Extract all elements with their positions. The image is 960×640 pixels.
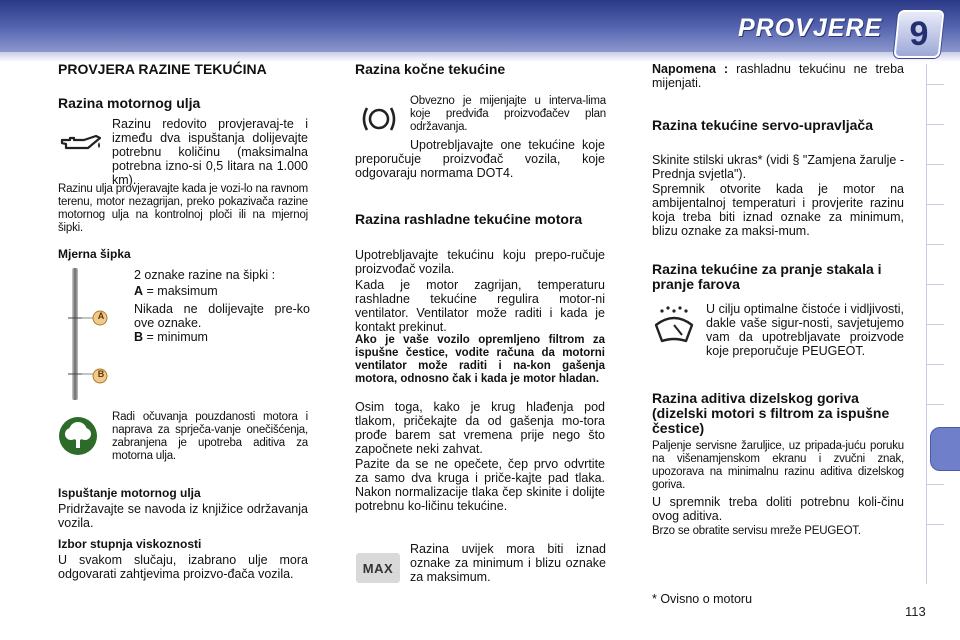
oil-can-icon xyxy=(58,132,104,158)
additive-text3-block xyxy=(652,525,904,538)
chapter-title: PROVJERE xyxy=(738,14,883,42)
max-text-block xyxy=(410,542,606,584)
brake-text: Upotrebljavajte one tekućine koje preporučuje proizvođač vozila, koje odgovaraju normama DOT4. xyxy=(355,138,605,180)
coolant-heading: Razina rashladne tekućine motora xyxy=(355,211,583,227)
brake-text-block xyxy=(355,138,605,180)
oil-icon-text-block xyxy=(112,117,308,187)
chapter-number: 9 xyxy=(909,15,929,53)
coolant-text2-block xyxy=(355,278,605,334)
drain-heading-block xyxy=(58,486,308,500)
side-tab-divider xyxy=(926,404,944,405)
footnote: * Ovisno o motoru xyxy=(652,592,753,606)
env-text: Radi očuvanja pouzdanosti motora i naprava za sprječa-vanje onečišćenja, zabranjena je upotreba aditiva za motorna ulja. xyxy=(112,411,308,462)
chapter-number-badge xyxy=(893,10,944,58)
brake-fluid-heading: Razina kočne tekućine xyxy=(355,61,506,77)
max-text: Razina uvijek mora biti iznad oznake za minimum i blizu oznake za maksimum. xyxy=(410,542,606,584)
steering-text1-block xyxy=(652,153,904,181)
side-tab-active[interactable] xyxy=(930,427,960,471)
coolant-text1-block xyxy=(355,248,605,276)
drain-text: Pridržavajte se navoda iz knjižice održavanja vozila. xyxy=(58,502,308,530)
washer-fluid-heading: Razina tekućine za pranje stakala i pranje farova xyxy=(652,261,882,292)
oil-text: Razinu ulja provjeravajte kada je vozi-lo na ravnom terenu, motor nezagrijan, preko pokazivača razine motornog ulja na kontrolnoj ploči ili na mjernoj šipki. xyxy=(58,183,308,234)
note-text: rashladnu tekućinu ne treba mijenjati. xyxy=(652,62,905,90)
dipstick-label-b: B xyxy=(97,369,105,379)
dipstick-intro: 2 oznake razine na šipki : xyxy=(134,268,276,282)
drain-text-block xyxy=(58,502,308,530)
side-tab-divider xyxy=(926,364,944,365)
coolant-text-4: Pazite da se ne opečete, čep prvo odvrtite za samo dva kruga i priče-kajte pad tlaka. Nakon normalizacije tlaka čep skinite i dolijte potrebnu ko-ličinu tekućine. xyxy=(355,457,605,513)
dipstick-heading: Mjerna šipka xyxy=(58,247,131,261)
steering-text-1: Skinite stilski ukras* (vidi § "Zamjena žarulje - Prednja svjetla"). xyxy=(652,153,904,181)
oil-icon-text: Razinu redovito provjeravaj-te i između dva ispuštanja dolijevajte potrebnu količinu (maksimalna potrebna izno-si 0,5 litara na 1.000 km). xyxy=(112,117,308,187)
coolant-text-1: Upotrebljavajte tekućinu koju prepo-ručuje proizvođač vozila. xyxy=(355,248,605,276)
washer-text-block xyxy=(706,302,904,358)
env-text-block xyxy=(112,411,308,463)
brake-icon-text: Obvezno je mijenjajte u interva-lima koje predviđa proizvođačev plan održavanja. xyxy=(410,95,606,133)
steering-heading-block xyxy=(652,118,904,133)
mark-b-letter: B xyxy=(134,330,144,344)
additive-text2-block xyxy=(652,495,904,523)
side-tab-divider xyxy=(926,524,944,525)
oil-level-heading: Razina motornog ulja xyxy=(58,95,201,111)
dipstick-note-block xyxy=(134,302,310,330)
coolant-warning: Ako je vaše vozilo opremljeno filtrom za ispušne čestice, vodite računa da motorni ventilator može raditi i na-kon gašenja motora, odnosno čak i kada je motor hladan. xyxy=(355,334,605,385)
side-tab-divider xyxy=(926,284,944,285)
washer-heading-block xyxy=(652,262,904,292)
viscosity-heading-block xyxy=(58,537,308,551)
additive-text1-block xyxy=(652,440,904,492)
viscosity-text: U svakom slučaju, izabrano ulje mora odgovarati zahtjevima proizvo-đača vozila. xyxy=(58,553,308,581)
max-icon-label: MAX xyxy=(362,560,394,576)
coolant-text3-block xyxy=(355,400,605,456)
washer-fluid-icon xyxy=(652,305,696,345)
note-label: Napomena : xyxy=(652,62,729,76)
mark-a-letter: A xyxy=(134,284,144,298)
oil-text-block xyxy=(58,183,308,235)
dipstick-image xyxy=(64,266,114,402)
footnote-block xyxy=(652,592,904,606)
brake-heading-block xyxy=(355,62,605,77)
dipstick-label-a: A xyxy=(97,311,105,321)
side-tab-divider xyxy=(926,484,944,485)
side-tab-divider xyxy=(926,84,944,85)
steering-text2-block xyxy=(652,182,904,238)
power-steering-heading: Razina tekućine servo-upravljača xyxy=(652,117,873,133)
oil-heading-block xyxy=(58,96,308,111)
brake-icon-text-block xyxy=(410,95,606,134)
section-title: PROVJERA RAZINE TEKUĆINA xyxy=(58,61,267,77)
drain-heading: Ispuštanje motornog ulja xyxy=(58,486,201,500)
note-block xyxy=(652,62,904,90)
washer-text: U cilju optimalne čistoće i vidljivosti, dakle vaše sigur-nosti, savjetujemo vam da upotrebljavate proizvode koje preporučuje PEUGEOT. xyxy=(706,302,904,358)
coolant-text-3: Osim toga, kako je krug hlađenja pod tlakom, pričekajte da od gašenja mo-tora prođe barem sat vremena prije nego što započnete neki zahvat. xyxy=(355,400,605,456)
page-number: 113 xyxy=(905,604,926,619)
additive-text-1: Paljenje servisne žaruljice, uz pripada-juću poruku na višenamjenskom ekranu i zvučni znak, upozorava na minimalnu razinu aditiva dizelskog goriva. xyxy=(652,440,904,491)
side-tab-divider xyxy=(926,204,944,205)
mark-b-text: = minimum xyxy=(143,330,208,344)
steering-text-2: Spremnik otvorite kada je motor na ambijentalnoj temperaturi i provjerite razinu koja treba biti iznad oznake za minimum, blizu oznake za maksi-mum. xyxy=(652,182,904,238)
coolant-text-2: Kada je motor zagrijan, temperaturu rashladne tekućine regulira motor-ni ventilator. Ventilator može raditi i kada je kontakt prekinut. xyxy=(355,278,605,334)
side-tab-divider xyxy=(926,124,944,125)
mark-b-block xyxy=(134,330,310,344)
viscosity-text-block xyxy=(58,553,308,581)
brake-warning-icon xyxy=(360,104,398,134)
col1-title-block xyxy=(58,62,308,77)
mark-a-block xyxy=(134,284,310,298)
max-level-icon xyxy=(356,553,400,583)
additive-text-2: U spremnik treba doliti potrebnu koli-činu ovog aditiva. xyxy=(652,495,904,523)
dipstick-note: Nikada ne dolijevajte pre-ko ove oznake. xyxy=(134,302,310,330)
additive-text-3: Brzo se obratite servisu mreže PEUGEOT. xyxy=(652,525,861,537)
viscosity-heading: Izbor stupnja viskoznosti xyxy=(58,537,202,551)
diesel-additive-heading: Razina aditiva dizelskog goriva (dizelski motori s filtrom za ispušne čestice) xyxy=(652,390,890,436)
side-tab-divider xyxy=(926,164,944,165)
environment-tree-icon xyxy=(58,416,98,456)
dipstick-heading-block xyxy=(58,247,308,261)
coolant-text4-block xyxy=(355,457,605,513)
mark-a-text: = maksimum xyxy=(143,284,218,298)
side-tab-divider xyxy=(926,244,944,245)
dipstick-intro-block xyxy=(134,268,310,282)
additive-heading-block xyxy=(652,391,904,436)
coolant-warning-block xyxy=(355,334,605,386)
side-tab-divider xyxy=(926,324,944,325)
coolant-heading-block xyxy=(355,212,605,227)
